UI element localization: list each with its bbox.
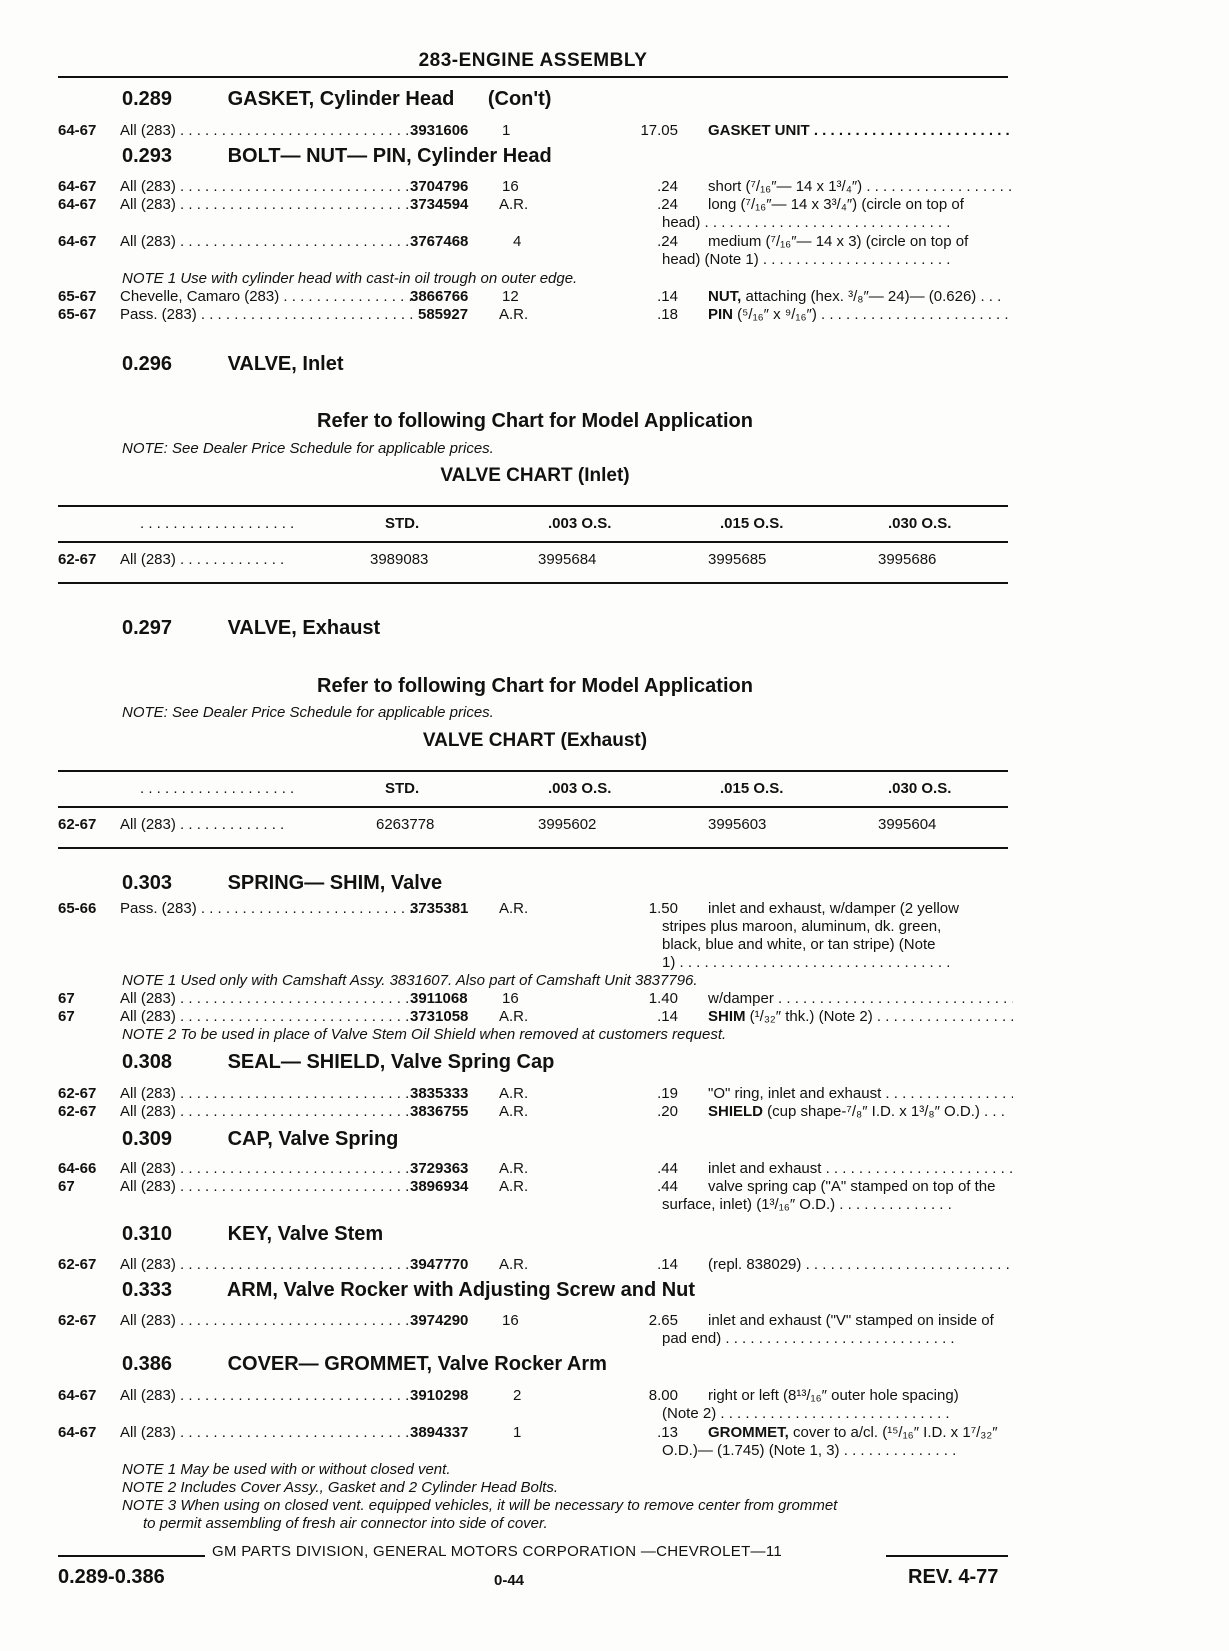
table-row <box>58 288 1013 306</box>
description: GASKET UNIT . . . <box>708 122 1013 140</box>
description-continued: surface, inlet) (1³/₁₆″ O.D.) . . . <box>662 1196 955 1214</box>
chart-030: 3995686 <box>878 551 937 568</box>
section-0-333 <box>122 1279 695 1302</box>
section-number: 0.310 <box>122 1223 173 1245</box>
description: "O" ring, inlet and exhaust . . . <box>708 1085 1013 1103</box>
price: 1.40 <box>648 990 678 1007</box>
section-0-310 <box>122 1223 383 1246</box>
note: NOTE 2 To be used in place of Valve Stem Oil Shield when removed at customers request. <box>122 1026 727 1043</box>
part-number: 3734594 <box>410 196 469 213</box>
section-title: VALVE, Exhaust <box>227 617 381 639</box>
quantity: 2 <box>513 1387 522 1404</box>
price: 1.50 <box>648 900 678 917</box>
year: 62-67 <box>58 1312 97 1329</box>
part-number: 3866766 <box>410 288 469 305</box>
description: inlet and exhaust ("V" stamped on inside of <box>708 1312 994 1329</box>
table-row <box>58 900 1013 918</box>
note: NOTE 1 Use with cylinder head with cast-in oil trough on outer edge. <box>122 270 578 287</box>
price: 2.65 <box>648 1312 678 1329</box>
model: All (283) . . . <box>120 1178 415 1196</box>
year: 64-67 <box>58 233 97 250</box>
part-number: 3931606 <box>410 122 469 139</box>
part-number: 3731058 <box>410 1008 469 1025</box>
quantity: 4 <box>513 233 522 250</box>
note: NOTE 1 Used only with Camshaft Assy. 3831607. Also part of Camshaft Unit 3837796. <box>122 972 698 989</box>
section-number: 0.333 <box>122 1279 173 1301</box>
quantity: A.R. <box>499 1103 529 1120</box>
description: medium (⁷/₁₆″— 14 x 3) (circle on top of <box>708 233 969 250</box>
quantity: A.R. <box>499 1160 529 1177</box>
description-text: (⁵/₁₆″ x ⁹/₁₆″) <box>733 306 817 323</box>
year: 67 <box>58 990 75 1007</box>
chart-015: 3995685 <box>708 551 767 568</box>
chart-year: 62-67 <box>58 816 97 833</box>
year: 65-66 <box>58 900 97 917</box>
section-0-308 <box>122 1051 554 1074</box>
chart-reference: Refer to following Chart for Model Application <box>317 410 753 432</box>
quantity: 12 <box>502 288 519 305</box>
section-title: SEAL— SHIELD, Valve Spring Cap <box>227 1051 555 1073</box>
year: 62-67 <box>58 1103 97 1120</box>
page-header: 283-ENGINE ASSEMBLY <box>418 50 648 71</box>
section-0-303 <box>122 872 442 895</box>
price: .14 <box>657 1256 678 1273</box>
part-number: 3835333 <box>410 1085 469 1102</box>
table-row <box>58 1008 1013 1026</box>
section-title: BOLT— NUT— PIN, Cylinder Head <box>227 145 552 167</box>
chart-030: 3995604 <box>878 816 937 833</box>
chart-003: 3995602 <box>538 816 597 833</box>
column-header-model: . . . . . . . . . . . . . . . . . . . <box>140 780 295 797</box>
description-text: (cup shape-⁷/₈″ I.D. x 1³/₈″ O.D.) . . . <box>763 1103 1005 1120</box>
price: .24 <box>657 196 678 213</box>
section-title: CAP, Valve Spring <box>227 1128 399 1150</box>
price: .44 <box>657 1178 678 1195</box>
section-number: 0.308 <box>122 1051 173 1073</box>
model: All (283) . . . <box>120 1103 415 1121</box>
price: .24 <box>657 233 678 250</box>
section-0-309 <box>122 1128 398 1151</box>
chart-rule <box>58 806 1008 808</box>
section-number: 0.386 <box>122 1353 173 1375</box>
section-title: GASKET, Cylinder Head <box>227 88 455 110</box>
column-header-015: .015 O.S. <box>720 515 784 532</box>
quantity: A.R. <box>499 1178 529 1195</box>
part-number: 3894337 <box>410 1424 469 1441</box>
description-continued: black, blue and white, or tan stripe) (Note <box>662 936 936 953</box>
section-title: VALVE, Inlet <box>227 353 344 375</box>
description <box>708 288 1013 306</box>
description <box>708 1424 1013 1442</box>
table-row <box>58 233 1013 251</box>
description: inlet and exhaust . . . <box>708 1160 1013 1178</box>
quantity: 1 <box>513 1424 522 1441</box>
part-number: 3735381 <box>410 900 469 917</box>
section-title: SPRING— SHIM, Valve <box>227 872 443 894</box>
section-0-297 <box>122 617 380 640</box>
part-number: 3836755 <box>410 1103 469 1120</box>
quantity: 16 <box>502 178 519 195</box>
chart-rule <box>58 505 1008 507</box>
price: 17.05 <box>640 122 678 139</box>
description-keyword: PIN <box>708 306 734 323</box>
chart-model: All (283) . . . . . . . . . . . . . <box>120 816 285 833</box>
description-text: (¹/₃₂″ thk.) (Note 2) <box>745 1008 873 1025</box>
section-0-293 <box>122 145 552 168</box>
part-number: 3910298 <box>410 1387 469 1404</box>
footer-division: GM PARTS DIVISION, GENERAL MOTORS CORPORATION —CHEVROLET—11 <box>212 1543 783 1560</box>
footer-page-number: 0-44 <box>494 1572 525 1589</box>
chart-rule <box>58 541 1008 543</box>
price: 8.00 <box>648 1387 678 1404</box>
price: .20 <box>657 1103 678 1120</box>
description <box>708 1008 1013 1026</box>
table-row <box>58 122 1013 140</box>
year: 64-67 <box>58 1424 97 1441</box>
description: long (⁷/₁₆″— 14 x 3³/₄″) (circle on top of <box>708 196 964 213</box>
description: short (⁷/₁₆″— 14 x 1³/₄″) . . . <box>708 178 1013 196</box>
table-row <box>58 1178 1013 1196</box>
quantity: A.R. <box>499 196 529 213</box>
column-header-003: .003 O.S. <box>548 515 612 532</box>
chart-std: 3989083 <box>370 551 429 568</box>
price: .14 <box>657 1008 678 1025</box>
part-number: 585927 <box>418 306 469 323</box>
section-suffix: (Con't) <box>487 88 552 110</box>
part-number: 3974290 <box>410 1312 469 1329</box>
quantity: A.R. <box>499 306 529 323</box>
model: All (283) . . . <box>120 990 415 1008</box>
description: inlet and exhaust, w/damper (2 yellow <box>708 900 959 917</box>
note: NOTE 2 Includes Cover Assy., Gasket and 2 Cylinder Head Bolts. <box>122 1479 559 1496</box>
model: All (283) . . . <box>120 196 415 214</box>
model: Chevelle, Camaro (283) . . . <box>120 288 415 306</box>
model: All (283) . . . <box>120 178 415 196</box>
price: .19 <box>657 1085 678 1102</box>
footer-rule-left <box>58 1555 205 1557</box>
section-title: KEY, Valve Stem <box>227 1223 384 1245</box>
year: 64-67 <box>58 1387 97 1404</box>
chart-015: 3995603 <box>708 816 767 833</box>
section-0-289 <box>122 88 551 111</box>
description-continued: head) (Note 1) . . . <box>662 251 955 269</box>
description-keyword: NUT, <box>708 288 742 305</box>
year: 62-67 <box>58 1256 97 1273</box>
description-keyword: GROMMET, <box>708 1424 789 1441</box>
description-continued: head) . . . <box>662 214 955 232</box>
price: .18 <box>657 306 678 323</box>
table-row <box>58 1424 1013 1442</box>
year: 65-67 <box>58 306 97 323</box>
description-keyword: SHIELD <box>708 1103 764 1120</box>
model: All (283) . . . <box>120 1256 415 1274</box>
year: 62-67 <box>58 1085 97 1102</box>
section-number: 0.297 <box>122 617 173 639</box>
section-number: 0.303 <box>122 872 173 894</box>
footer-section-range: 0.289-0.386 <box>58 1566 165 1588</box>
year: 64-66 <box>58 1160 97 1177</box>
quantity: A.R. <box>499 1085 529 1102</box>
chart-rule <box>58 847 1008 849</box>
year: 67 <box>58 1178 75 1195</box>
part-number: 3947770 <box>410 1256 469 1273</box>
section-number: 0.289 <box>122 88 173 110</box>
quantity: 16 <box>502 990 519 1007</box>
description-continued: pad end) . . . <box>662 1330 955 1348</box>
year: 64-67 <box>58 196 97 213</box>
model: All (283) . . . <box>120 233 415 251</box>
quantity: A.R. <box>499 900 529 917</box>
table-row <box>58 178 1013 196</box>
chart-std: 6263778 <box>376 816 435 833</box>
note: to permit assembling of fresh air connector into side of cover. <box>143 1515 548 1532</box>
footer-revision: REV. 4-77 <box>908 1566 999 1588</box>
chart-003: 3995684 <box>538 551 597 568</box>
price: .44 <box>657 1160 678 1177</box>
table-row <box>58 1387 1013 1405</box>
quantity: A.R. <box>499 1008 529 1025</box>
table-row <box>58 196 1013 214</box>
description: (repl. 838029) . . . <box>708 1256 1013 1274</box>
model: All (283) . . . <box>120 1085 415 1103</box>
chart-reference: Refer to following Chart for Model Application <box>317 675 753 697</box>
price: .14 <box>657 288 678 305</box>
table-row <box>58 1256 1013 1274</box>
description-continued: O.D.)— (1.745) (Note 1, 3) . . . <box>662 1442 955 1460</box>
year: 64-67 <box>58 178 97 195</box>
part-number: 3896934 <box>410 1178 469 1195</box>
model: All (283) . . . <box>120 1424 415 1442</box>
year: 67 <box>58 1008 75 1025</box>
description: valve spring cap ("A" stamped on top of the <box>708 1178 996 1195</box>
model: All (283) . . . <box>120 1008 415 1026</box>
chart-rule <box>58 770 1008 772</box>
description: right or left (8¹³/₁₆″ outer hole spacing) <box>708 1387 959 1404</box>
note: NOTE 1 May be used with or without closed vent. <box>122 1461 451 1478</box>
quantity: A.R. <box>499 1256 529 1273</box>
quantity: 16 <box>502 1312 519 1329</box>
model: All (283) . . . <box>120 1312 415 1330</box>
description-continued: stripes plus maroon, aluminum, dk. green, <box>662 918 942 935</box>
model: All (283) . . . <box>120 1387 415 1405</box>
table-row <box>58 1160 1013 1178</box>
section-number: 0.293 <box>122 145 173 167</box>
section-number: 0.309 <box>122 1128 173 1150</box>
description-keyword: SHIM <box>708 1008 746 1025</box>
valve-chart-exhaust <box>58 770 1008 850</box>
column-header-030: .030 O.S. <box>888 780 952 797</box>
column-header-030: .030 O.S. <box>888 515 952 532</box>
part-number: 3729363 <box>410 1160 469 1177</box>
price: .13 <box>657 1424 678 1441</box>
column-header-model: . . . . . . . . . . . . . . . . . . . <box>140 515 295 532</box>
section-0-386 <box>122 1353 607 1376</box>
model: All (283) . . . <box>120 122 415 140</box>
note: NOTE 3 When using on closed vent. equipped vehicles, it will be necessary to remove center from grommet <box>122 1497 838 1514</box>
model: Pass. (283) . . . <box>120 306 415 324</box>
table-row <box>58 1085 1013 1103</box>
chart-model: All (283) . . . . . . . . . . . . . <box>120 551 285 568</box>
section-number: 0.296 <box>122 353 173 375</box>
column-header-015: .015 O.S. <box>720 780 784 797</box>
part-number: 3704796 <box>410 178 469 195</box>
section-title: COVER— GROMMET, Valve Rocker Arm <box>227 1353 607 1375</box>
description: w/damper . . . <box>708 990 1013 1008</box>
table-row <box>58 990 1013 1008</box>
description <box>708 306 1013 324</box>
table-row <box>58 306 1013 324</box>
chart-rule <box>58 582 1008 584</box>
column-header-std: STD. <box>385 515 420 532</box>
year: 65-67 <box>58 288 97 305</box>
part-number: 3767468 <box>410 233 469 250</box>
model: Pass. (283) . . . <box>120 900 420 918</box>
valve-chart-inlet-title: VALVE CHART (Inlet) <box>440 465 630 486</box>
price: .24 <box>657 178 678 195</box>
table-row <box>58 1103 1013 1121</box>
table-row <box>58 1312 1013 1330</box>
description-text: attaching (hex. ³/₈″— 24)— (0.626) . . . <box>741 288 1002 305</box>
price-note: NOTE: See Dealer Price Schedule for applicable prices. <box>122 440 494 457</box>
description-continued: 1) . . . <box>662 954 955 972</box>
part-number: 3911068 <box>410 990 468 1007</box>
footer-rule-right <box>886 1555 1008 1557</box>
section-0-296 <box>122 353 344 376</box>
model: All (283) . . . <box>120 1160 415 1178</box>
valve-chart-inlet <box>58 505 1008 585</box>
description <box>708 1103 1013 1121</box>
price-note: NOTE: See Dealer Price Schedule for applicable prices. <box>122 704 494 721</box>
valve-chart-exhaust-title: VALVE CHART (Exhaust) <box>422 730 648 751</box>
quantity: 1 <box>502 122 511 139</box>
header-rule <box>58 76 1008 78</box>
column-header-003: .003 O.S. <box>548 780 612 797</box>
description-text: cover to a/cl. (¹⁵/₁₆″ I.D. x 1⁷/₃₂″ <box>788 1424 998 1441</box>
chart-year: 62-67 <box>58 551 97 568</box>
description-continued: (Note 2) . . . <box>662 1405 955 1423</box>
section-title: ARM, Valve Rocker with Adjusting Screw and Nut <box>226 1279 696 1301</box>
year: 64-67 <box>58 122 97 139</box>
column-header-std: STD. <box>385 780 420 797</box>
